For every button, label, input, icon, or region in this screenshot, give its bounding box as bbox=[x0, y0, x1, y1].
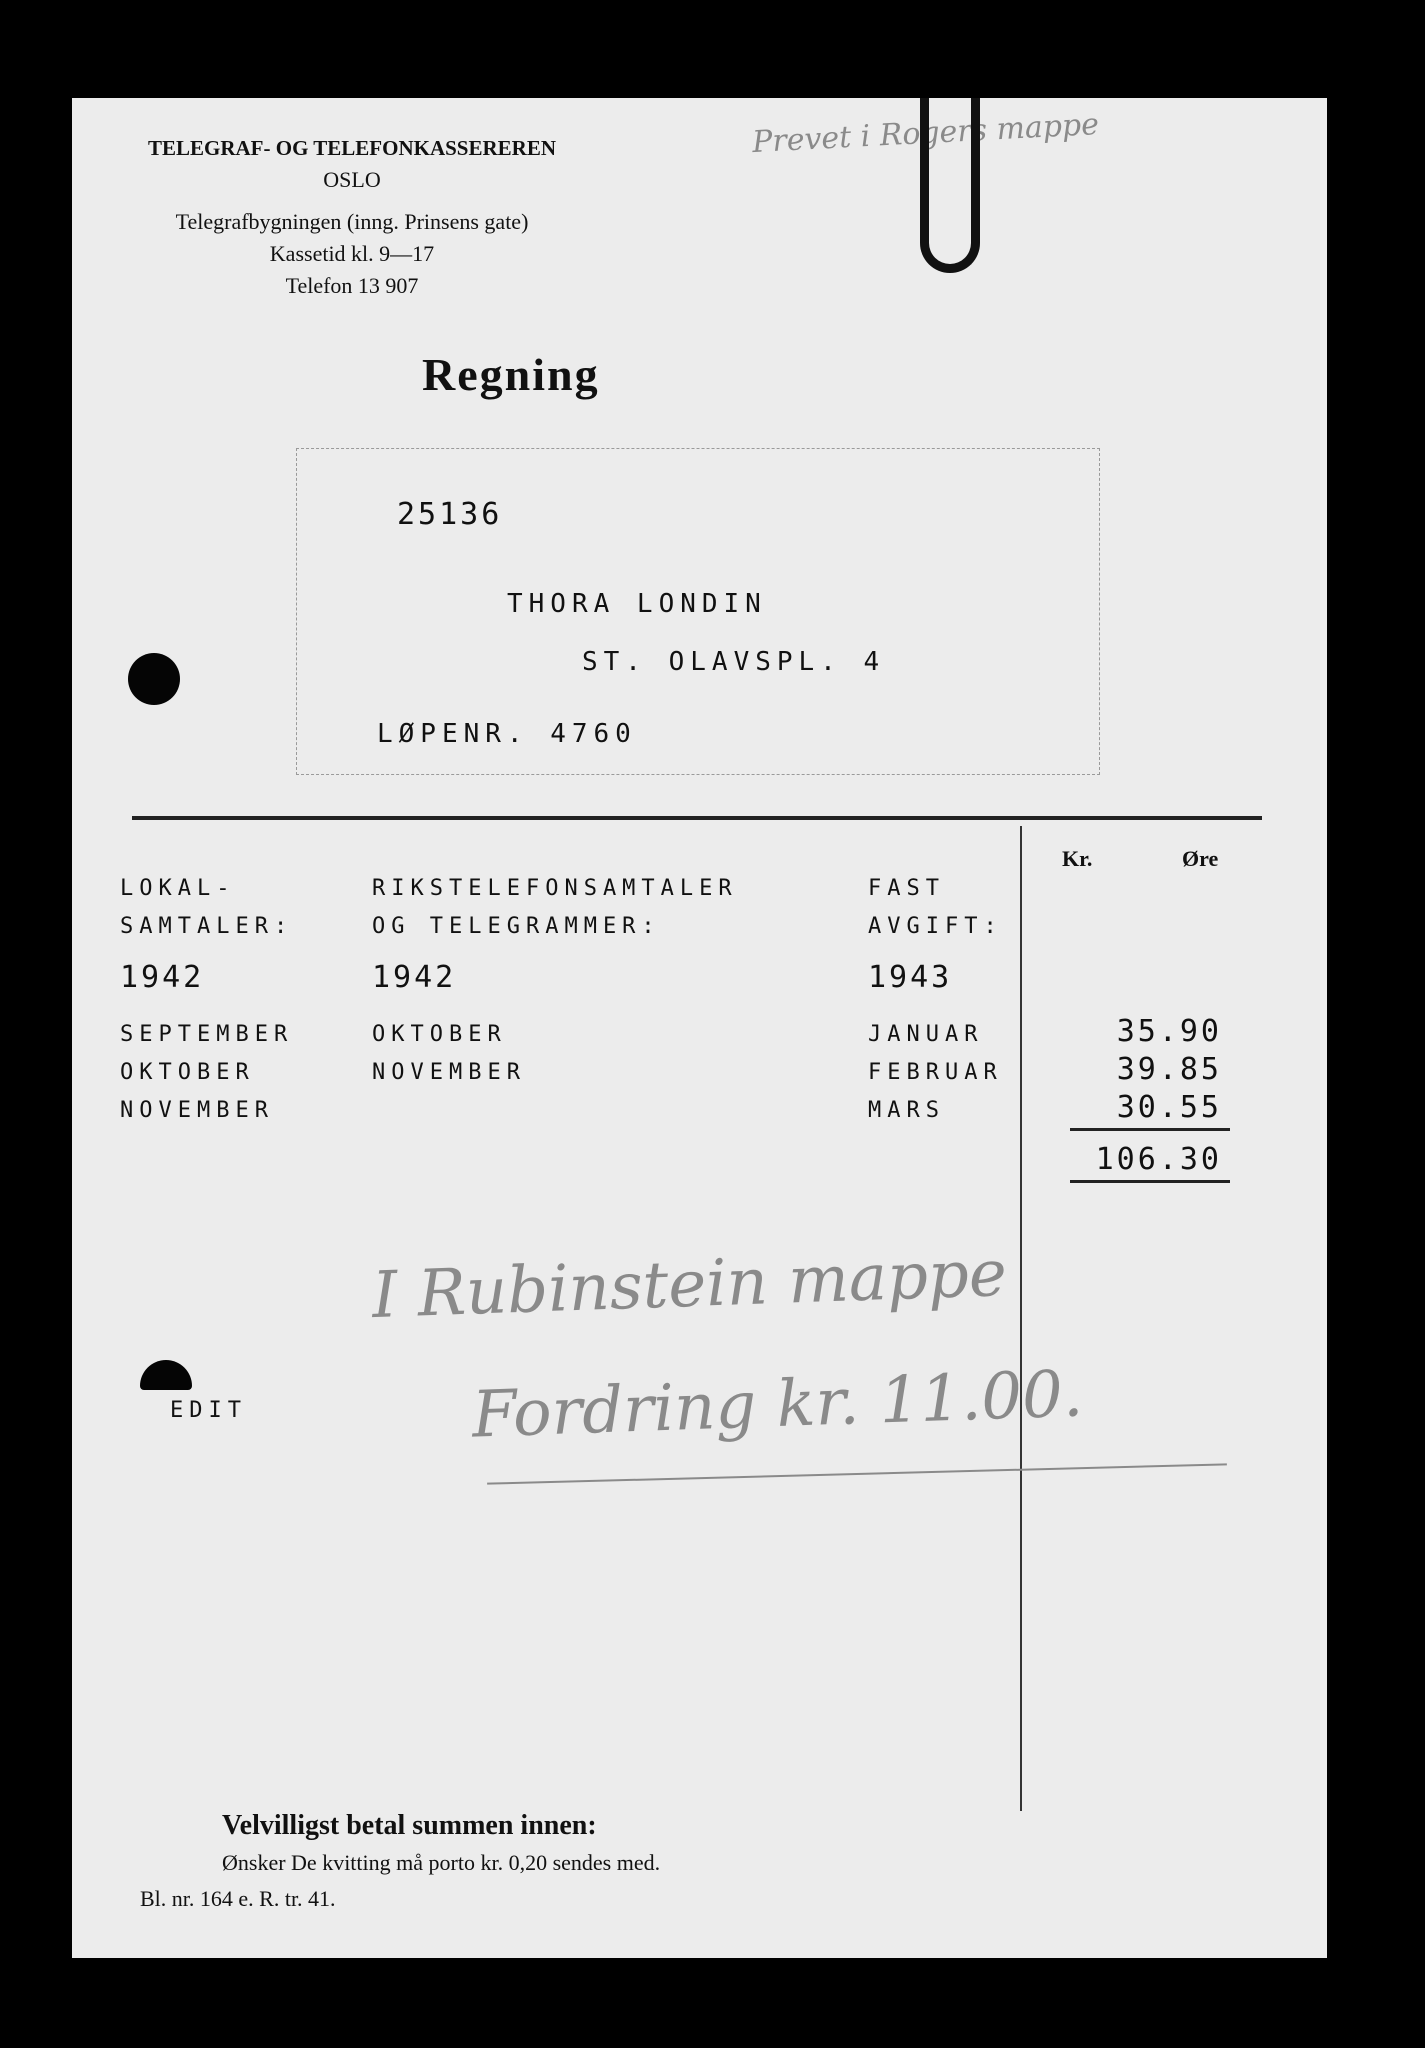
fixed-month-2: FEBRUAR bbox=[868, 1060, 1003, 1085]
header-ore: Øre bbox=[1182, 846, 1219, 871]
fixed-heading-1: FAST bbox=[868, 876, 945, 901]
amount-total: 106.30 bbox=[1095, 1142, 1222, 1177]
amount-january: 35.90 bbox=[1116, 1014, 1222, 1049]
footer-form-number: Bl. nr. 164 e. R. tr. 41. bbox=[140, 1886, 336, 1911]
local-year: 1942 bbox=[120, 960, 205, 995]
footer-pay-by: Velvilligst betal summen innen: bbox=[222, 1810, 597, 1841]
issuer-name: TELEGRAF- OG TELEFONKASSEREREN bbox=[147, 136, 557, 160]
customer-serial: LØPENR. 4760 bbox=[377, 719, 637, 749]
amount-march: 30.55 bbox=[1116, 1090, 1222, 1125]
issuer-address: Telegrafbygningen (inng. Prinsens gate) bbox=[175, 209, 529, 234]
handwritten-underline bbox=[487, 1463, 1227, 1484]
footer-receipt: Ønsker De kvitting må porto kr. 0,20 sendes med. bbox=[222, 1850, 661, 1875]
stamp-edit: EDIT bbox=[170, 1398, 247, 1423]
subtotal-underline bbox=[1070, 1128, 1230, 1131]
paper-clip bbox=[920, 98, 980, 273]
customer-number: 25136 bbox=[397, 497, 503, 532]
handwritten-note-line-1: I Rubinstein mappe bbox=[370, 1236, 1008, 1334]
customer-name: THORA LONDIN bbox=[507, 589, 767, 619]
amount-column-rule bbox=[1020, 826, 1022, 1811]
fixed-month-1: JANUAR bbox=[868, 1022, 984, 1047]
total-underline bbox=[1070, 1180, 1230, 1183]
issuer-city: OSLO bbox=[323, 167, 381, 192]
fixed-heading-2: AVGIFT: bbox=[868, 914, 1003, 939]
address-box bbox=[296, 448, 1100, 775]
local-heading-2: SAMTALER: bbox=[120, 914, 294, 939]
handwritten-top-note: Prevet i Rogers mappe bbox=[751, 106, 1100, 161]
fixed-year: 1943 bbox=[868, 960, 953, 995]
trunk-month-1: OKTOBER bbox=[372, 1022, 507, 1047]
table-top-rule bbox=[132, 816, 1262, 820]
local-month-3: NOVEMBER bbox=[120, 1098, 274, 1123]
issuer-hours: Kassetid kl. 9—17 bbox=[269, 241, 435, 266]
fixed-month-3: MARS bbox=[868, 1098, 945, 1123]
local-month-2: OKTOBER bbox=[120, 1060, 255, 1085]
local-heading-1: LOKAL- bbox=[120, 876, 236, 901]
trunk-heading-1: RIKSTELEFONSAMTALER bbox=[372, 876, 738, 901]
trunk-month-2: NOVEMBER bbox=[372, 1060, 526, 1085]
customer-street: ST. OLAVSPL. 4 bbox=[582, 647, 886, 677]
torn-punch-hole bbox=[140, 1360, 192, 1390]
invoice-page bbox=[72, 98, 1327, 1958]
local-month-1: SEPTEMBER bbox=[120, 1022, 294, 1047]
handwritten-note-line-2: Fordring kr. 11.00. bbox=[470, 1357, 1085, 1453]
punch-hole bbox=[128, 653, 180, 705]
trunk-year: 1942 bbox=[372, 960, 457, 995]
trunk-heading-2: OG TELEGRAMMER: bbox=[372, 914, 661, 939]
amount-february: 39.85 bbox=[1116, 1052, 1222, 1087]
document-title: Regning bbox=[422, 349, 600, 400]
header-kr: Kr. bbox=[1062, 846, 1093, 871]
issuer-phone: Telefon 13 907 bbox=[285, 273, 419, 298]
